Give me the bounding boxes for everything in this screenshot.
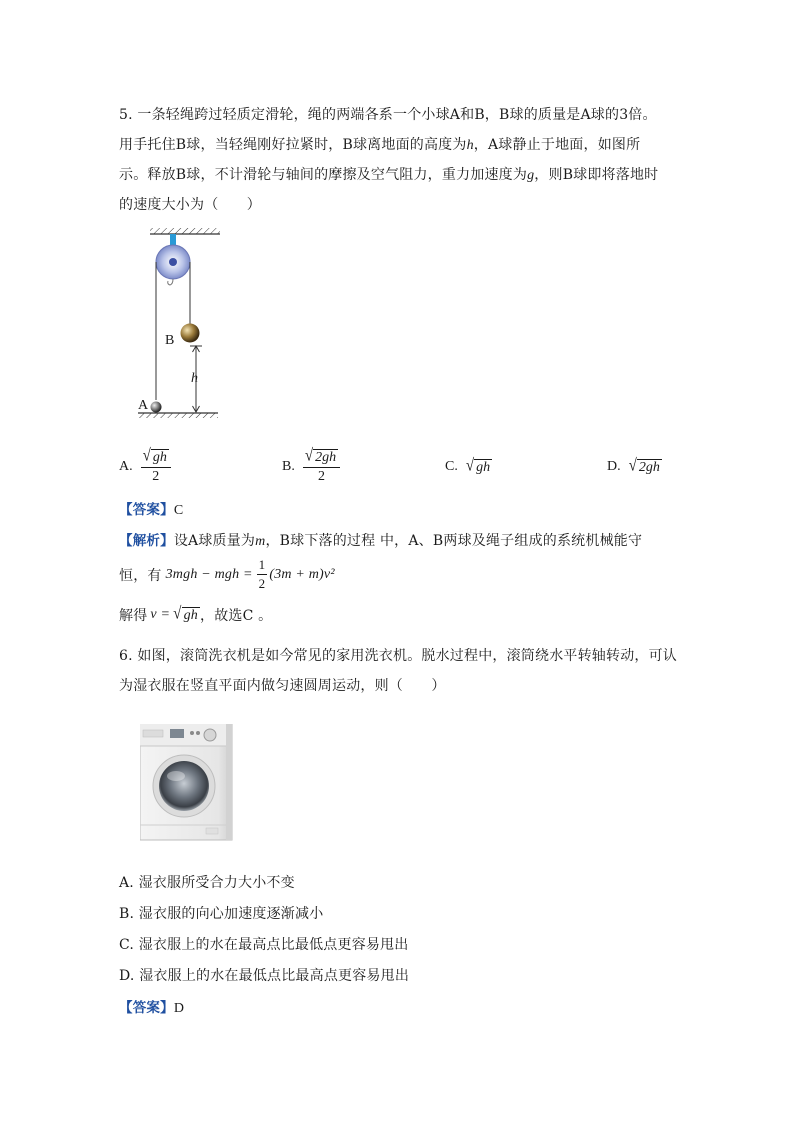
ball-b bbox=[181, 324, 200, 343]
radicand: 2gh bbox=[638, 459, 660, 475]
q5-analysis-line-1 bbox=[119, 529, 642, 550]
q5-option-a[interactable] bbox=[119, 447, 171, 487]
fraction-numerator: 1 bbox=[257, 557, 268, 575]
q5-line-4: 的速度大小为（ ） bbox=[119, 197, 261, 213]
answer-value: C bbox=[173, 503, 184, 518]
ground bbox=[138, 413, 218, 418]
option-a-fraction: √ gh 2 bbox=[141, 449, 171, 485]
analysis-text-2: 恒，有 bbox=[119, 567, 162, 584]
var-h: h bbox=[466, 138, 474, 153]
q5-solve-line bbox=[119, 605, 272, 625]
dial-knob bbox=[204, 729, 216, 741]
q5-line-2-text-b: ，A球静止于地面，如图所 bbox=[473, 137, 641, 153]
var-g: g bbox=[527, 168, 535, 183]
radicand: gh bbox=[152, 450, 167, 465]
q6-answer bbox=[119, 996, 184, 1017]
label-a: A bbox=[138, 398, 149, 413]
fraction-denominator: 2 bbox=[258, 576, 266, 591]
radicand: gh bbox=[183, 607, 199, 623]
option-d-sqrt: √ 2gh bbox=[628, 456, 660, 475]
answer-value: D bbox=[173, 1001, 185, 1016]
var-m: m bbox=[255, 534, 266, 549]
equation-fraction bbox=[257, 557, 268, 592]
q6-option-c[interactable]: C. 湿衣服上的水在最高点比最低点更容易甩出 bbox=[119, 937, 409, 953]
q5-line-3-text: 示。释放B球，不计滑轮与轴间的摩擦及空气阻力，重力加速度为 bbox=[119, 167, 528, 183]
q6-line-2: 为湿衣服在竖直平面内做匀速圆周运动，则（ ） bbox=[119, 678, 446, 694]
q5-option-c[interactable] bbox=[445, 447, 492, 487]
washing-machine-image bbox=[140, 724, 236, 842]
q5-line-2-text: 用手托住B球，当轻绳刚好拉紧时，B球离地面的高度为 bbox=[119, 137, 467, 153]
option-c-sqrt: √ gh bbox=[465, 456, 491, 475]
analysis-text-b: ，B球下落的过程 中，A、B两球及绳子组成的系统机械能守 bbox=[265, 533, 643, 549]
equation-right: (3m + m)v² bbox=[269, 566, 335, 582]
q6-line-1: 6. 如图，滚筒洗衣机是如今常见的家用洗衣机。脱水过程中，滚筒绕水平转轴转动，可认 bbox=[119, 648, 678, 664]
door-window bbox=[159, 761, 209, 811]
q5-line-3-text-b: ，则B球即将落地时 bbox=[534, 167, 659, 183]
label-h: h bbox=[191, 371, 198, 386]
q5-line-3 bbox=[119, 164, 658, 184]
answer-tag: 【答案】 bbox=[119, 1000, 174, 1016]
radicand: gh bbox=[476, 459, 491, 475]
display-panel bbox=[170, 729, 184, 738]
option-b-fraction: √ 2gh 2 bbox=[303, 449, 340, 485]
option-label: C. bbox=[445, 459, 458, 474]
solve-text-b: ，故选C 。 bbox=[200, 608, 273, 624]
analysis-tag: 【解析】 bbox=[119, 533, 174, 549]
pulley-figure bbox=[130, 222, 230, 422]
ceiling bbox=[150, 228, 220, 234]
q5-option-d[interactable] bbox=[607, 447, 662, 487]
q5-option-b[interactable] bbox=[282, 447, 340, 487]
denominator: 2 bbox=[152, 469, 160, 484]
denominator: 2 bbox=[317, 469, 325, 484]
q5-analysis-line-2 bbox=[119, 557, 335, 592]
q5-line-2 bbox=[119, 134, 640, 154]
analysis-text: 设A球质量为 bbox=[173, 533, 256, 549]
option-label: B. bbox=[282, 459, 295, 474]
answer-tag: 【答案】 bbox=[119, 502, 174, 518]
solve-sqrt: √ gh bbox=[173, 604, 199, 623]
solve-equation: v = bbox=[150, 607, 171, 622]
option-label: A. bbox=[119, 459, 133, 474]
solve-text: 解得 bbox=[119, 608, 148, 624]
equation-left: 3mgh − mgh = bbox=[165, 566, 253, 582]
q5-line-1: 5. 一条轻绳跨过轻质定滑轮，绳的两端各系一个小球A和B，B球的质量是A球的3倍。 bbox=[119, 107, 657, 123]
ball-a bbox=[151, 402, 162, 413]
q6-option-b[interactable]: B. 湿衣服的向心加速度逐渐减小 bbox=[119, 906, 324, 922]
radicand: 2gh bbox=[315, 450, 337, 465]
label-b: B bbox=[165, 333, 175, 348]
q6-option-d[interactable]: D. 湿衣服上的水在最低点比最高点更容易甩出 bbox=[119, 968, 410, 984]
q6-option-a[interactable]: A. 湿衣服所受合力大小不变 bbox=[119, 875, 295, 891]
option-label: D. bbox=[607, 459, 621, 474]
q5-answer bbox=[119, 498, 183, 519]
